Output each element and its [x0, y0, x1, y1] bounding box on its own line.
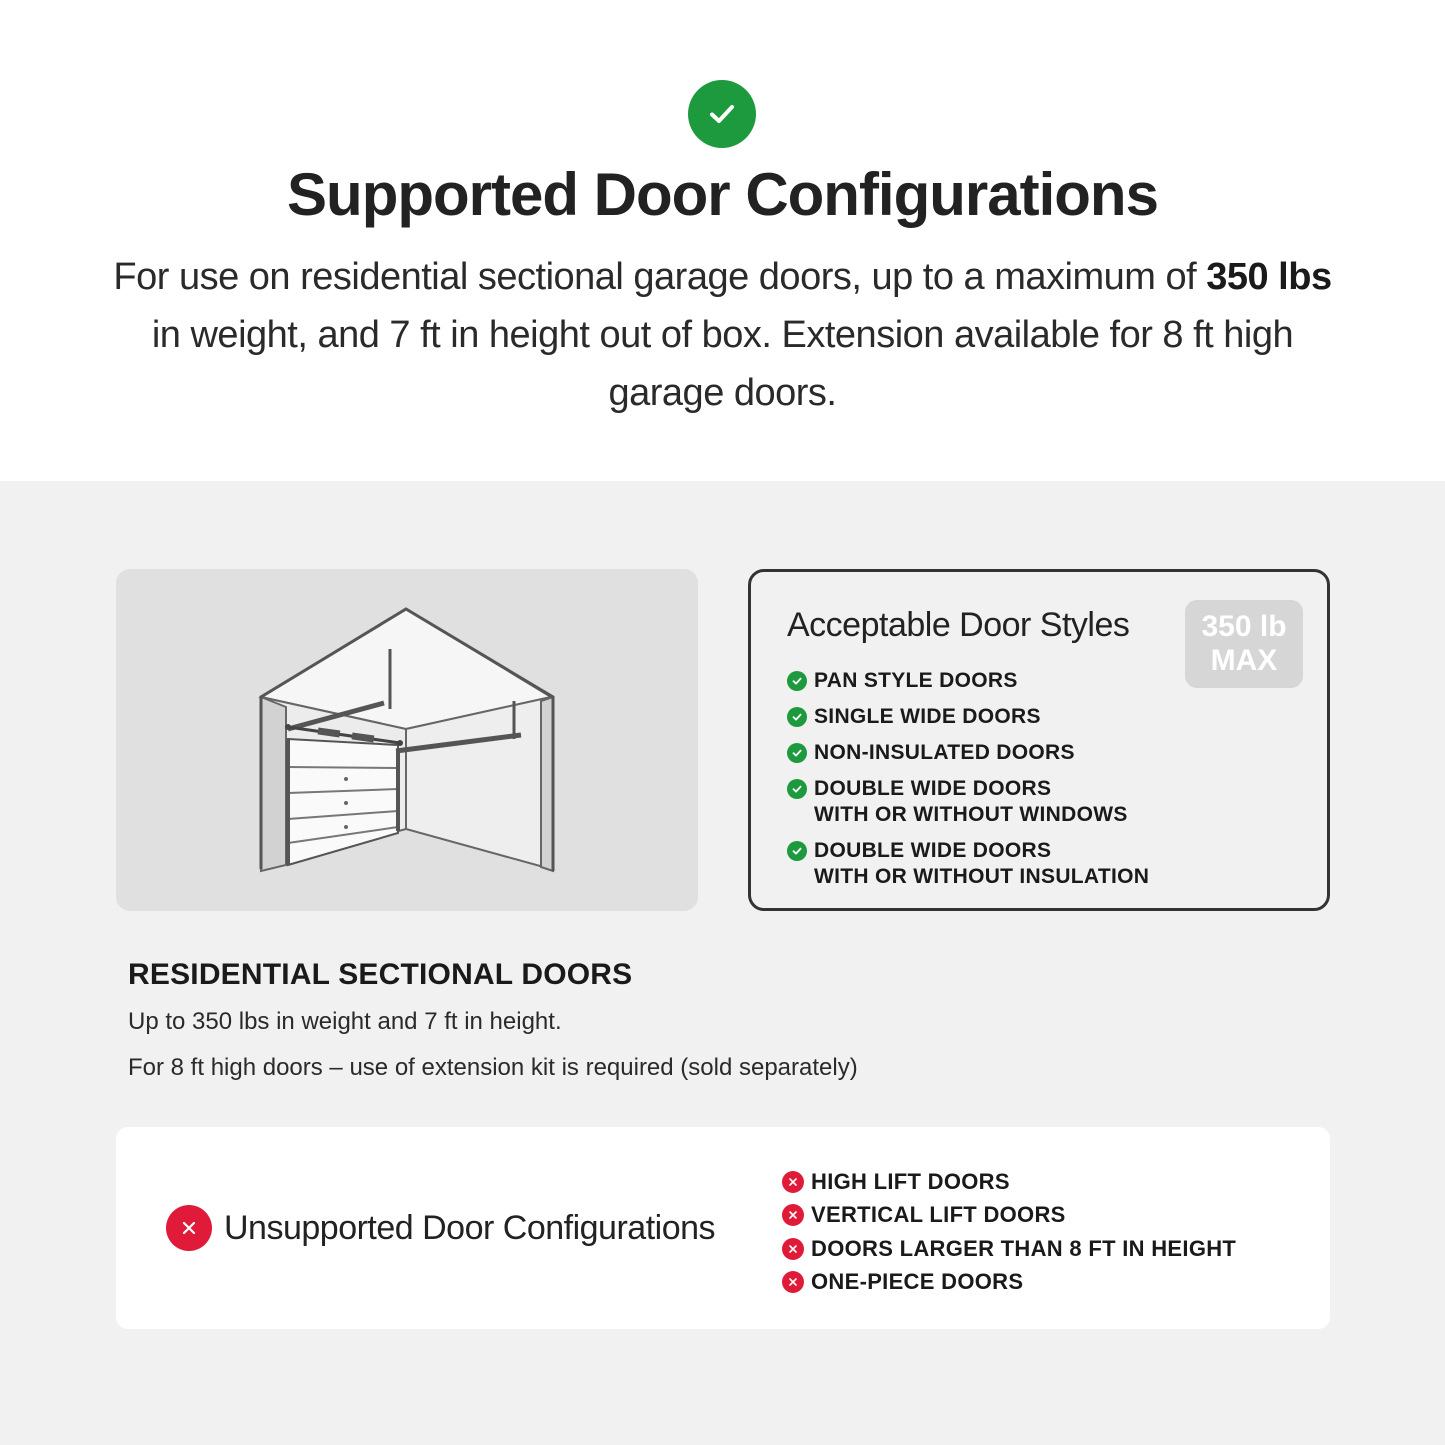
acceptable-styles-card — [748, 569, 1330, 911]
check-circle-icon — [787, 707, 807, 727]
subtitle-weight: 350 lbs — [1206, 256, 1332, 298]
unsupported-card — [116, 1127, 1330, 1329]
list-item — [782, 1232, 1236, 1266]
check-circle-icon — [787, 671, 807, 691]
list-item — [787, 704, 1149, 730]
unsupported-list — [782, 1165, 1236, 1299]
residential-spec: Up to 350 lbs in weight and 7 ft in height. — [128, 1008, 562, 1035]
list-item-label: DOUBLE WIDE DOORS WITH OR WITHOUT INSULATION — [814, 839, 1150, 888]
list-item — [782, 1266, 1236, 1300]
list-item-label: PAN STYLE DOORS — [814, 669, 1018, 692]
page-subtitle — [110, 248, 1335, 422]
list-item — [782, 1199, 1236, 1233]
check-circle-icon — [787, 779, 807, 799]
acceptable-styles-list — [787, 668, 1149, 900]
max-weight-label: MAX — [1210, 644, 1278, 677]
list-item-label: DOORS LARGER THAN 8 FT IN HEIGHT — [811, 1235, 1237, 1261]
max-weight-value: 350 lb — [1201, 610, 1287, 643]
check-circle-icon — [787, 743, 807, 763]
list-item — [782, 1165, 1236, 1199]
list-item-label: DOUBLE WIDE DOORS WITH OR WITHOUT WINDOWS — [814, 777, 1128, 826]
x-circle-icon — [782, 1171, 804, 1193]
list-item-label: HIGH LIFT DOORS — [811, 1168, 1010, 1194]
x-circle-icon — [782, 1204, 804, 1226]
list-item-label: ONE-PIECE DOORS — [811, 1269, 1024, 1295]
header-section — [0, 0, 1445, 481]
list-item — [787, 776, 1149, 828]
list-item — [787, 740, 1149, 766]
subtitle-text-1: For use on residential sectional garage doors, up to a maximum of — [113, 256, 1207, 298]
unsupported-title: Unsupported Door Configurations — [224, 1209, 716, 1247]
acceptable-styles-title: Acceptable Door Styles — [787, 606, 1130, 644]
x-circle-icon — [782, 1271, 804, 1293]
subtitle-text-2: in weight, and 7 ft in height out of box. Extension available for 8 ft high garage doors. — [151, 314, 1294, 414]
garage-illustration — [116, 569, 698, 911]
list-item-label: SINGLE WIDE DOORS — [814, 705, 1041, 728]
list-item — [787, 668, 1149, 694]
check-circle-icon — [787, 841, 807, 861]
x-circle-icon — [166, 1205, 212, 1251]
residential-title: RESIDENTIAL SECTIONAL DOORS — [128, 958, 633, 991]
check-circle-icon — [688, 80, 756, 148]
list-item-label: VERTICAL LIFT DOORS — [811, 1202, 1066, 1228]
list-item — [787, 838, 1149, 890]
residential-extension-note: For 8 ft high doors – use of extension kit is required (sold separately) — [128, 1054, 858, 1081]
list-item-label: NON-INSULATED DOORS — [814, 741, 1075, 764]
page-title: Supported Door Configurations — [287, 161, 1158, 228]
x-circle-icon — [782, 1238, 804, 1260]
max-weight-badge — [1185, 600, 1303, 688]
